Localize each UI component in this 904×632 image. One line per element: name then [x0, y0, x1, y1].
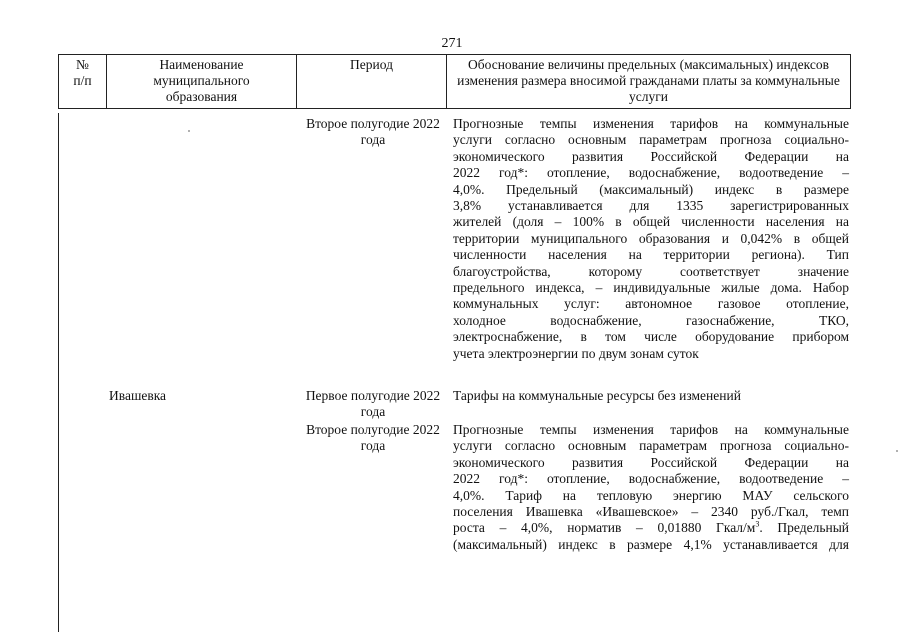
- text-line-part: роста – 4,0%, норматив – 0,01880 Гкал/м: [453, 520, 756, 536]
- superscript: 3: [755, 519, 760, 529]
- text-line-part: . Предельный: [759, 520, 849, 536]
- row-justification: [453, 116, 849, 362]
- text-line: 2022 год*: отопление, водоснабжение, водоотведение –: [453, 471, 849, 487]
- header-period: Период: [297, 55, 447, 109]
- text-line: Прогнозные темпы изменения тарифов на коммунальные: [453, 422, 849, 437]
- row-period: Второе полугодие 2022 года: [306, 116, 440, 147]
- text-line: (максимальный) индекс в размере 4,1% устанавливается для: [453, 536, 849, 552]
- text-line: предельного индекса, – индивидуальные жилые дома. Набор: [453, 280, 849, 296]
- row-justification: [453, 388, 849, 404]
- text-line: благоустройства, которому соответствует значение: [453, 263, 849, 279]
- text-line: экономического развития Российской Федерации на: [453, 148, 849, 164]
- row-justification: [453, 422, 849, 553]
- text-line: услуги согласно основным параметрам прогноза социально-: [453, 132, 849, 148]
- text-line: 4,0%. Предельный (максимальный) индекс в размере: [453, 181, 849, 197]
- page-number: 271: [441, 36, 463, 51]
- text-line: учета электроэнергии по двум зонам суток: [453, 345, 699, 361]
- scan-speck: [188, 130, 190, 132]
- header-name: Наименование муниципального образования: [107, 55, 297, 109]
- row-period: Первое полугодие 2022 года: [305, 388, 441, 419]
- text-line: численности населения на территории региона). Тип: [453, 247, 849, 263]
- text-line: экономического развития Российской Федерации на: [453, 454, 849, 470]
- header-justification: Обоснование величины предельных (максимальных) индексов изменения размера вносимой гражданами платы за коммунальные услуги: [447, 55, 851, 109]
- table-header: [58, 54, 851, 109]
- text-line: холодное водоснабжение, газоснабжение, ТКО,: [453, 312, 849, 328]
- text-line: 3,8% устанавливается для 1335 зарегистрированных: [453, 198, 849, 214]
- table-body: [58, 113, 851, 632]
- text-line: электроснабжение, в том числе оборудование прибором: [453, 329, 849, 345]
- text-line: поселения Ивашевка «Ивашевское» – 2340 руб./Гкал, темп: [453, 504, 849, 520]
- text-line: Прогнозные темпы изменения тарифов на коммунальные: [453, 116, 849, 131]
- row-period: Второе полугодие 2022 года: [306, 422, 440, 453]
- text-line: территории муниципального образования и 0,042% в общей: [453, 230, 849, 246]
- text-line: 2022 год*: отопление, водоснабжение, водоотведение –: [453, 165, 849, 181]
- text-line: Тарифы на коммунальные ресурсы без изменений: [453, 388, 741, 403]
- text-line: услуги согласно основным параметрам прогноза социально-: [453, 438, 849, 454]
- text-line: коммунальных услуг: автономное газовое отопление,: [453, 296, 849, 312]
- row-name: Ивашевка: [109, 388, 167, 403]
- text-line: [453, 520, 849, 536]
- header-num: № п/п: [59, 55, 107, 109]
- scan-speck: [896, 450, 898, 452]
- text-line: жителей (доля – 100% в общей численности населения на: [453, 214, 849, 230]
- text-line: 4,0%. Тариф на тепловую энергию МАУ сельского: [453, 487, 849, 503]
